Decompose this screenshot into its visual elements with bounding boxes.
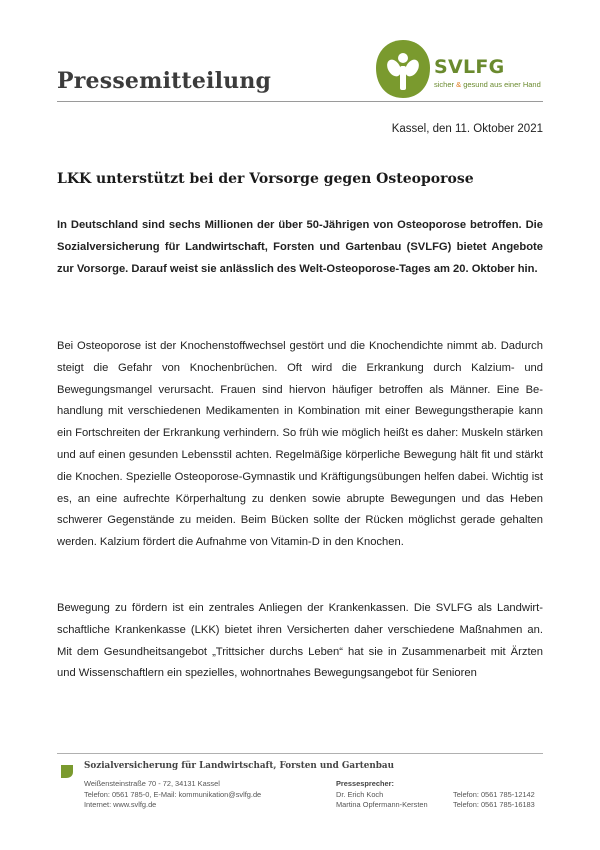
footer-internet: Internet: www.svlfg.de [84,800,157,809]
tagline-ampersand: & [456,80,462,89]
phone-2: Telefon: 0561 785-16183 [453,800,535,809]
footer-phone-block [453,790,535,811]
svlfg-emblem-icon [372,36,434,106]
footer-leaf-icon [59,763,75,779]
tagline-part2: gesund aus einer Hand [463,80,541,89]
footer-address: Weißensteinstraße 70 - 72, 34131 Kassel [84,779,220,788]
phone-1: Telefon: 0561 785-12142 [453,789,535,799]
logo-name: SVLFG [434,56,505,78]
body-paragraph-1: Bei Osteoporose ist der Knochenstoffwechsel gestört und die Knochendichte nimmt ab. Dadurch steigt die Gefahr von Knochenbrüchen. Oft wird die Erkrankung durch Kalzium- und Bewegungsmangel verursacht. Frauen sind hiervon häufiger betroffen als Männer. Eine Behandlung mit verschiedenen Medikamenten in Kombination mit einer Bewegungstherapie kann ein Fortschreiten der Erkrankung verhindern. So früh wie möglich heißt es daher: Muskeln stärken und auf einen gesunden Lebensstil achten. Regelmäßige körperliche Bewegung hält fit und stärkt die Knochen. Spezielle Osteoporose-Gymnastik und Kräftigungsübungen helfen dabei. Wichtig ist es, an eine aufrechte Körperhaltung zu denken sowie abrupte Bewegungen und das Heben schwerer Gegenstände zu meiden. Beim Bücken sollte der Rücken möglichst gerade gehalten werden. Kalzium fördert die Aufnahme von Vitamin-D in den Knochen. [57,340,543,549]
footer-divider [57,753,543,754]
footer-press-block [336,779,428,811]
footer-address-block [84,779,261,811]
date-line: Kassel, den 11. Oktober 2021 [391,123,543,135]
page-title: Pressemitteilung [57,68,272,94]
tagline-part1: sicher [434,80,455,89]
lead-paragraph: In Deutschland sind sechs Millionen der über 50-Jährigen von Osteoporose betroffen. Die Sozialversicherung für Landwirtschaft, Forsten und Gartenbau (SVLFG) bietet Angebote zur Vorsorge. Darauf weist sie anlässlich des Welt-Osteoporose-Tages am 20. Oktober hin. [57,219,543,275]
body-paragraph-2: Bewegung zu fördern ist ein zentrales Anliegen der Krankenkassen. Die SVLFG als Landwirtschaftliche Krankenkasse (LKK) bietet ihren Versicherten daher verschiedene Maßnahmen an. Mit dem Gesundheitsangebot „Trittsicher durchs Leben“ hat sie in Zusammenarbeit mit Ärzten und Wissenschaftlern ein spezielles, wohnortnahes Bewegungsangebot für Senioren [57,602,543,680]
footer-organization: Sozialversicherung für Landwirtschaft, Forsten und Gartenbau [84,761,395,771]
svlfg-logo [372,36,552,106]
logo-tagline [434,80,541,89]
header-divider [57,101,543,102]
footer-contact: Telefon: 0561 785-0, E-Mail: kommunikation@svlfg.de [84,789,262,799]
spokesperson-1: Dr. Erich Koch [336,789,384,799]
spokesperson-2: Martina Opfermann-Kersten [336,800,428,809]
headline: LKK unterstützt bei der Vorsorge gegen Osteoporose [57,171,474,187]
press-label: Pressesprecher: [336,779,394,788]
